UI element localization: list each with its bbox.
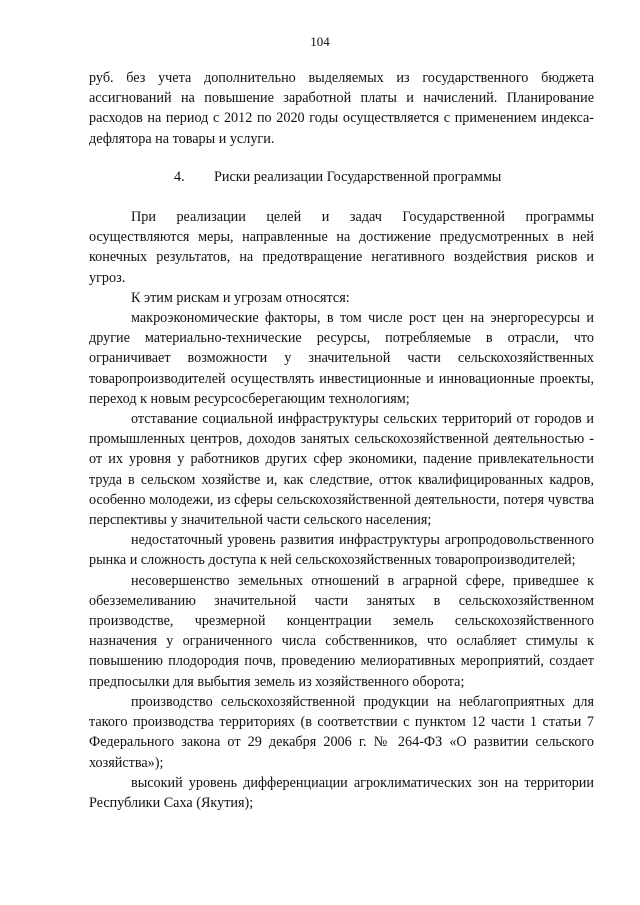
section-heading (89, 167, 594, 187)
page-number: 104 (310, 34, 330, 49)
paragraph-land-relations: несовершенство земельных отношений в аграрной сфере, приведшее к обезземеливанию значительной части занятых в сельскохозяйственном производстве, чрезмерной концентрации земель сельскохозяйственного назначения у ограниченного числа собственников, что ослабляет стимулы к повышению плодородия почв, проведению мелиоративных мероприятий, создает предпосылки для выбытия земель из хозяйственного оборота; (89, 572, 594, 690)
section-title: Риски реализации Государственной программы (214, 168, 502, 185)
section-number: 4. (174, 168, 185, 185)
document-body (89, 68, 594, 813)
paragraph-measures: При реализации целей и задач Государственной программы осуществляются меры, направленные на достижение предусмотренных в ней конечных результатов, на предотвращение негативного воздействия рисков и угроз. (89, 209, 594, 286)
paragraph-agroclimatic-zones: высокий уровень дифференциации агроклиматических зон на территории Республики Саха (Якутия); (89, 774, 594, 811)
paragraph-risks-intro: К этим рискам и угрозам относятся: (131, 289, 350, 306)
paragraph-social-infrastructure: отставание социальной инфраструктуры сельских территорий от городов и промышленных центров, доходов занятых сельскохозяйственной деятельностью - от их уровня у работников других сфер экономики, падение привлекательности труда в сельском хозяйстве и, как следствие, отток квалифицированных кадров, особенно молодежи, из сферы сельскохозяйственной деятельности, потеря чувства перспективы у значительной части сельского населения; (89, 411, 594, 529)
intro-paragraph: руб. без учета дополнительно выделяемых из государственного бюджета ассигнований на повышение заработной платы и начислений. Планирование расходов на период с 2012 по 2020 годы осуществляется с применением индекса-дефлятора на товары и услуги. (89, 70, 594, 147)
paragraph-unfavorable-territories: производство сельскохозяйственной продукции на неблагоприятных для такого производства территориях (в соответствии с пунктом 12 части 1 статьи 7 Федерального закона от 29 декабря 2006 г. № 264-ФЗ «О развитии сельского хозяйства»); (89, 693, 594, 771)
paragraph-macroeconomic: макроэкономические факторы, в том числе рост цен на энергоресурсы и другие материально-технические ресурсы, потребляемые в отрасли, что ограничивает возможности у значительной части сельскохозяйственных товаропроизводителей осуществлять инвестиционные и инновационные проекты, переход к новым ресурсосберегающим технологиям; (89, 310, 594, 407)
paragraph-market-infrastructure: недостаточный уровень развития инфраструктуры агропродовольственного рынка и сложность доступа к ней сельскохозяйственных товаропроизводителей; (89, 532, 594, 569)
